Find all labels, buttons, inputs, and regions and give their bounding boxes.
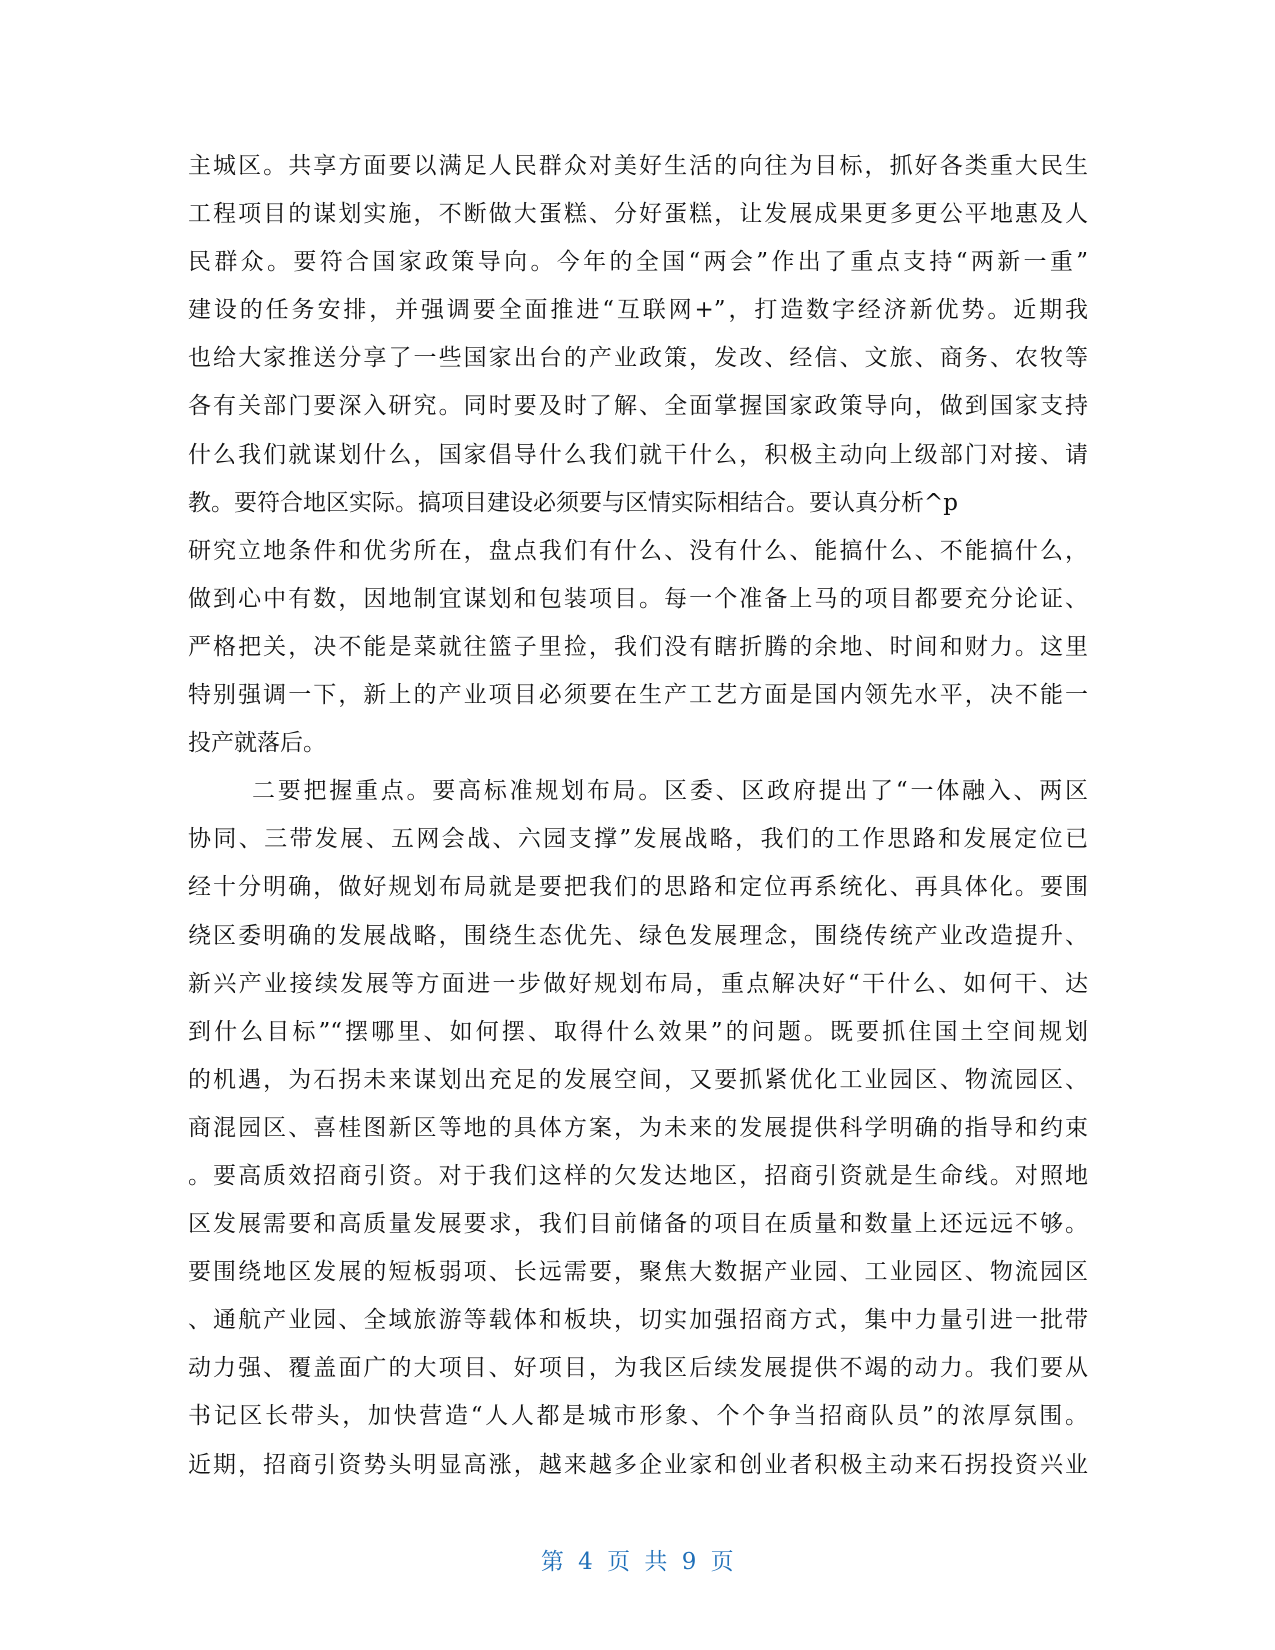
text-line: 投产就落后。 (188, 730, 326, 757)
text-line: 什么我们就谋划什么，国家倡导什么我们就干什么，积极主动向上级部门对接、请 (188, 441, 1088, 468)
text-line: 教。要符合地区实际。搞项目建设必须要与区情实际相结合。要认真分析^p (188, 489, 958, 516)
text-line: 的机遇，为石拐未来谋划出充足的发展空间，又要抓紧优化工业园区、物流园区、 (188, 1066, 1088, 1093)
text-line: 商混园区、喜桂图新区等地的具体方案，为未来的发展提供科学明确的指导和约束 (188, 1114, 1088, 1141)
text-line: 民群众。要符合国家政策导向。今年的全国“两会”作出了重点支持“两新一重” (188, 249, 1088, 276)
text-line: 。要高质效招商引资。对于我们这样的欠发达地区，招商引资就是生命线。对照地 (188, 1162, 1088, 1189)
text-line: 各有关部门要深入研究。同时要及时了解、全面掌握国家政策导向，做到国家支持 (188, 393, 1088, 420)
text-line: 近期，招商引资势头明显高涨，越来越多企业家和创业者积极主动来石拐投资兴业 (188, 1451, 1088, 1478)
text-line: 建设的任务安排，并强调要全面推进“互联网+”，打造数字经济新优势。近期我 (188, 297, 1088, 324)
text-line: 区发展需要和高质量发展要求，我们目前储备的项目在质量和数量上还远远不够。 (188, 1211, 1088, 1238)
text-line: 书记区长带头，加快营造“人人都是城市形象、个个争当招商队员”的浓厚氛围。 (188, 1403, 1088, 1430)
text-line: 到什么目标”“摆哪里、如何摆、取得什么效果”的问题。既要抓住国土空间规划 (188, 1018, 1088, 1045)
text-line: 绕区委明确的发展战略，围绕生态优先、绿色发展理念，围绕传统产业改造提升、 (188, 922, 1088, 949)
text-line: 主城区。共享方面要以满足人民群众对美好生活的向往为目标，抓好各类重大民生 (188, 153, 1088, 179)
text-line: 、通航产业园、全域旅游等载体和板块，切实加强招商方式，集中力量引进一批带 (188, 1307, 1088, 1334)
text-line: 特别强调一下，新上的产业项目必须要在生产工艺方面是国内领先水平，决不能一 (188, 682, 1088, 709)
text-line: 动力强、覆盖面广的大项目、好项目，为我区后续发展提供不竭的动力。我们要从 (188, 1355, 1088, 1382)
document-body (188, 142, 1088, 1489)
text-line: 二要把握重点。要高标准规划布局。区委、区政府提出了“一体融入、两区 (252, 778, 1088, 805)
text-line: 要围绕地区发展的短板弱项、长远需要，聚焦大数据产业园、工业园区、物流园区 (188, 1259, 1088, 1286)
page-number-footer: 第 4 页 共 9 页 (540, 1549, 735, 1575)
text-line: 严格把关，决不能是菜就往篮子里捡，我们没有瞎折腾的余地、时间和财力。这里 (188, 633, 1088, 660)
text-line: 研究立地条件和优劣所在，盘点我们有什么、没有什么、能搞什么、不能搞什么， (188, 537, 1088, 564)
text-line: 经十分明确，做好规划布局就是要把我们的思路和定位再系统化、再具体化。要围 (188, 874, 1088, 901)
text-line: 新兴产业接续发展等方面进一步做好规划布局，重点解决好“干什么、如何干、达 (188, 970, 1088, 997)
text-line: 做到心中有数，因地制宜谋划和包装项目。每一个准备上马的项目都要充分论证、 (188, 585, 1088, 612)
text-line: 也给大家推送分享了一些国家出台的产业政策，发改、经信、文旅、商务、农牧等 (188, 345, 1088, 372)
text-line: 协同、三带发展、五网会战、六园支撑”发展战略，我们的工作思路和发展定位已 (188, 826, 1088, 853)
text-line: 工程项目的谋划实施，不断做大蛋糕、分好蛋糕，让发展成果更多更公平地惠及人 (188, 201, 1088, 228)
